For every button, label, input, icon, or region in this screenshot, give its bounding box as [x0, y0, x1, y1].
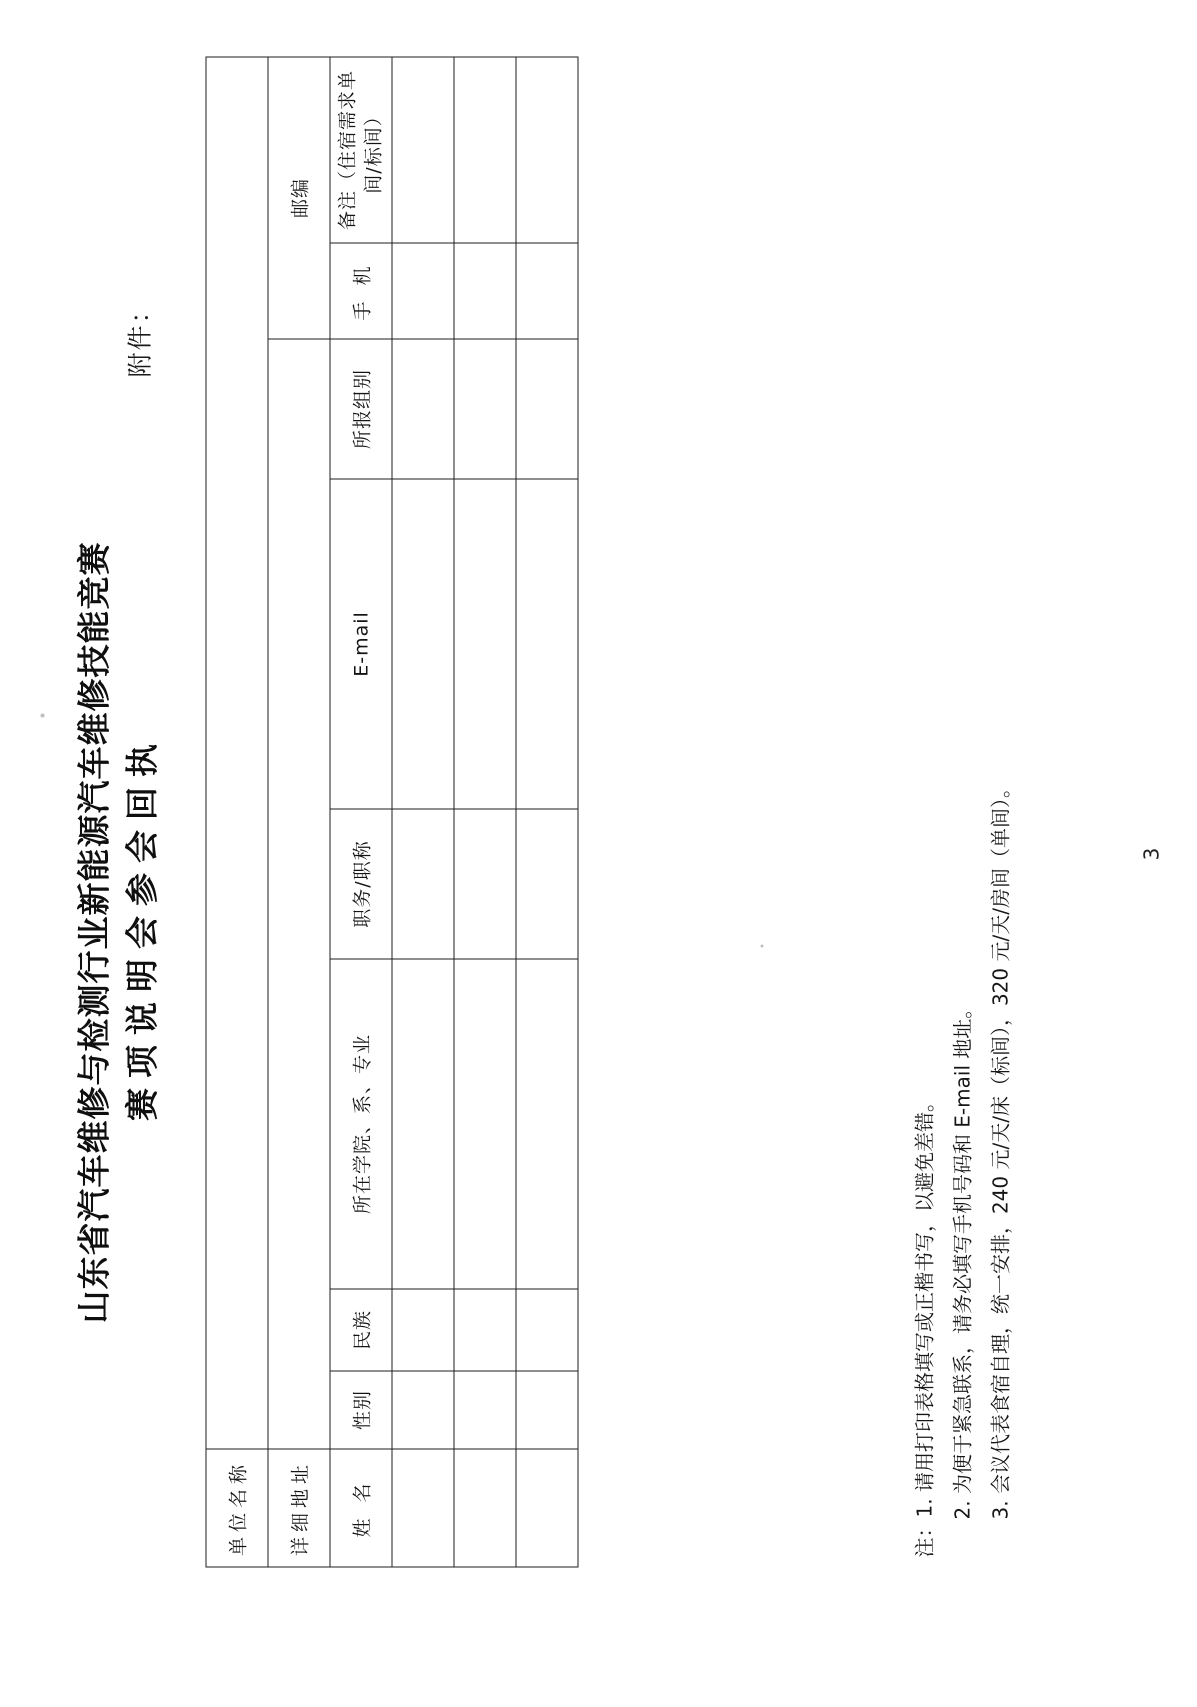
header-position-title: 职务/职称 — [330, 809, 392, 959]
scan-speck — [760, 944, 763, 947]
cell-nation[interactable] — [516, 1289, 578, 1371]
cell-name[interactable] — [454, 1449, 516, 1567]
header-school-dept-major: 所在学院、系、专业 — [330, 959, 392, 1289]
registration-form-table — [205, 69, 578, 1567]
notes-prefix: 注： — [912, 1517, 936, 1557]
table-row-address — [268, 57, 330, 1567]
cell-group[interactable] — [392, 339, 454, 479]
cell-position[interactable] — [516, 809, 578, 959]
cell-remark[interactable] — [516, 57, 578, 243]
note-row-1 — [905, 157, 943, 1557]
note-item-1: 1. 请用打印表格填写或正楷书写，以避免差错。 — [912, 1091, 936, 1517]
cell-email[interactable] — [454, 479, 516, 809]
label-address: 详细地址 — [268, 1449, 330, 1567]
table-row — [454, 57, 516, 1567]
cell-email[interactable] — [392, 479, 454, 809]
cell-name[interactable] — [516, 1449, 578, 1567]
scan-speck — [40, 713, 44, 717]
table-row — [516, 57, 578, 1567]
cell-nation[interactable] — [392, 1289, 454, 1371]
note-item-3: 3. 会议代表食宿自理，统一安排，240 元/天/床（标间），320 元/天/房间（单间）。 — [988, 777, 1012, 1519]
header-group: 所报组别 — [330, 339, 392, 479]
note-row-2 — [943, 157, 981, 1557]
cell-school[interactable] — [516, 959, 578, 1289]
cell-name[interactable] — [392, 1449, 454, 1567]
field-address-value[interactable] — [268, 339, 330, 1449]
header-email: E-mail — [330, 479, 392, 809]
header-nation: 民族 — [330, 1289, 392, 1371]
cell-school[interactable] — [454, 959, 516, 1289]
cell-sex[interactable] — [392, 1371, 454, 1449]
cell-mobile[interactable] — [454, 243, 516, 339]
cell-sex[interactable] — [454, 1371, 516, 1449]
cell-position[interactable] — [392, 809, 454, 959]
header-name: 姓 名 — [330, 1449, 392, 1567]
note-row-3 — [981, 157, 1019, 1557]
label-postcode: 邮编 — [268, 57, 330, 339]
cell-position[interactable] — [454, 809, 516, 959]
header-remark: 备注（住宿需求单间/标间） — [330, 57, 392, 243]
attachment-label: 附件： — [125, 295, 154, 377]
cell-email[interactable] — [516, 479, 578, 809]
table-row — [392, 57, 454, 1567]
header-sex: 性别 — [330, 1371, 392, 1449]
cell-mobile[interactable] — [392, 243, 454, 339]
header-mobile: 手 机 — [330, 243, 392, 339]
page-title — [70, 407, 166, 1457]
title-line-2: 赛项说明会参会回执 — [121, 733, 161, 1121]
cell-sex[interactable] — [516, 1371, 578, 1449]
cell-remark[interactable] — [454, 57, 516, 243]
page-number: 3 — [1139, 847, 1163, 860]
cell-group[interactable] — [516, 339, 578, 479]
cell-nation[interactable] — [454, 1289, 516, 1371]
cell-school[interactable] — [392, 959, 454, 1289]
table-row-header — [330, 57, 392, 1567]
label-unit-name: 单位名称 — [206, 1449, 268, 1567]
field-unit-name-value[interactable] — [206, 57, 268, 1449]
cell-remark[interactable] — [392, 57, 454, 243]
note-item-2: 2. 为便于紧急联系，请务必填写手机号码和 E-mail 地址。 — [950, 998, 974, 1519]
cell-group[interactable] — [454, 339, 516, 479]
title-line-1: 山东省汽车维修与检测行业新能源汽车维修技能竞赛 — [74, 541, 113, 1323]
table-row-unit-name — [206, 57, 268, 1567]
notes-block — [905, 157, 1019, 1557]
cell-mobile[interactable] — [516, 243, 578, 339]
